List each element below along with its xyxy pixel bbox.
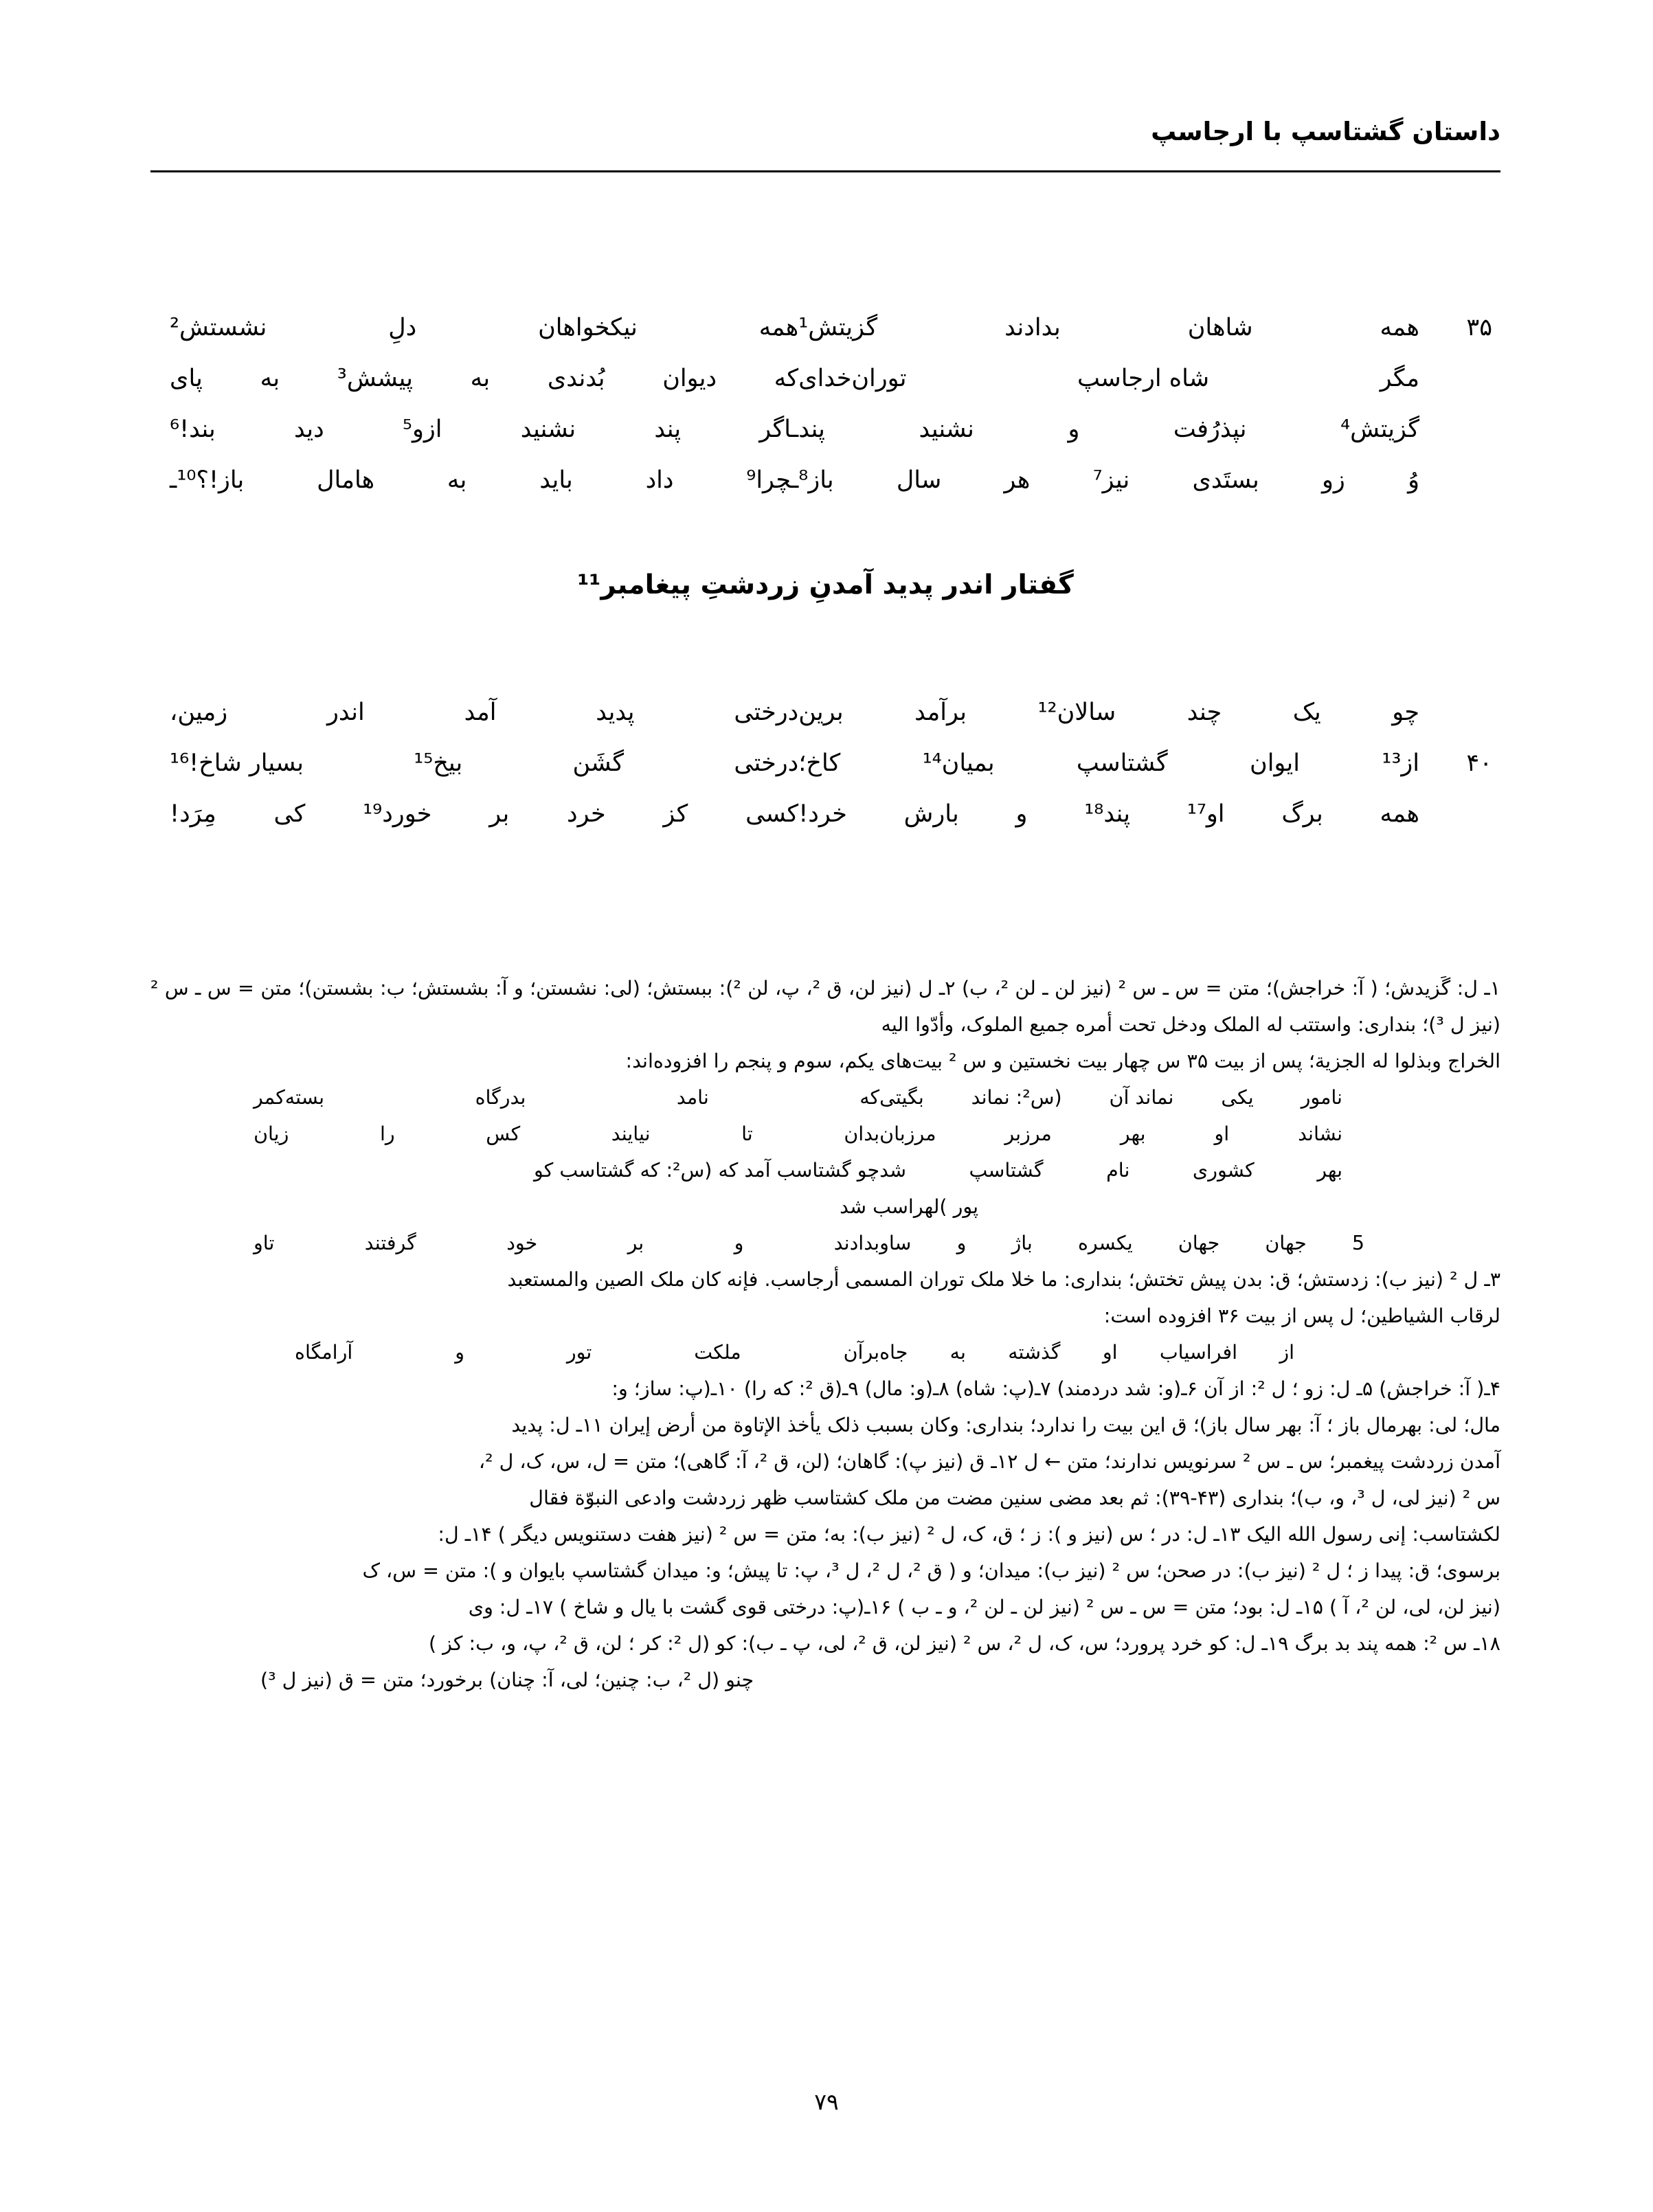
verse-word: باز!؟¹⁰ـ (170, 466, 245, 494)
verse-word: گذشته (1008, 1341, 1061, 1364)
verse-word: جهان (1265, 1232, 1307, 1254)
apparatus-note-4: ۴ـ( آ: خراجش) ۵ـ ل: زو ؛ ل ²: از آن ۶ـ(و: شد دردمند) ۷ـ(پ: شاه) ۸ـ(و: مال) ۹ـ(ق ²: که را) ۱۰ـ(پ: ساز؛ و: (611, 1377, 1500, 1400)
verse-word: بگیتی (879, 1086, 924, 1109)
verse-word: نشنید (520, 416, 576, 443)
apparatus-note-5: مال؛ لی: بهرمال باز ؛ آ: بهر سال باز)؛ ق این بیت را ندارد؛ بنداری: وکان بسبب ذلک یأخذ الإتاوة من أرض إیران ۱۱ـ ل: پدید (511, 1414, 1500, 1436)
inset-hemistich-right (879, 1079, 1500, 1116)
inset-hemistich-left (150, 1152, 879, 1188)
verse-word: برگ (1281, 800, 1323, 828)
verse-word: نشاند (1298, 1122, 1342, 1145)
apparatus-note-11: ۱۸ـ س ²: همه پند بد برگ ۱۹ـ ل: کو خرد پرورد؛ س، ک، ل ²، س ² (نیز لن، ق ²، لی، پ ـ ب): کو (ل ²: کر ؛ لن، ق ²، پ، و، ب: کز ) (429, 1632, 1500, 1655)
verse-word: وُ (1408, 466, 1419, 494)
apparatus-note-3b: لرقاب الشیاطین؛ ل پس از بیت ۳۶ افزوده است: (1103, 1305, 1500, 1327)
verse-word: مرزبان (879, 1122, 936, 1145)
verse-word: نیایند (611, 1122, 651, 1145)
hemistich-left (150, 789, 798, 839)
hemistich-right (798, 404, 1500, 455)
inset-verse-continuation (150, 1188, 1500, 1225)
running-header-title: داستان گشتاسپ با ارجاسپ (1151, 117, 1500, 146)
verse-word: بمیان¹⁴ (922, 749, 995, 777)
verse-word: گشتاسپ (1076, 749, 1168, 777)
verse-word: هامال (317, 466, 375, 494)
verse-word: و (956, 1232, 967, 1254)
verse-word: پای (170, 365, 203, 392)
verse-word: چو گشتاسب آمد که (س²: که گشتاسب کو (533, 1159, 880, 1182)
inset-verse-line (150, 1079, 1500, 1116)
verse-word: تاو (254, 1232, 275, 1254)
apparatus-note-1a: ۱ـ ل: گَزیدش؛ ( آ: خراجش)؛ متن = س ـ س ² (نیز لن ـ لن ²، ب) ۲ـ ل (نیز لن، ق ²، پ، لن ²): ببستش؛ (لی: نشستن؛ و آ: بشستش؛ ب: بشستن)؛ متن = س ـ س ² (نیز ل ³)؛ بنداری: واستتب له الملک ودخل تحت أمره جمیع الملوک، وأدّوا الیه (150, 977, 1500, 1036)
verse-word: یک (1292, 699, 1321, 726)
verse-word: بُدندی (547, 365, 605, 392)
verse-word: برآن (843, 1341, 880, 1364)
verse-word: گشَن (572, 749, 625, 777)
verse-word: او¹⁷ (1187, 800, 1225, 828)
verse-word: نام (1106, 1159, 1130, 1182)
verse-word: بر (489, 800, 510, 828)
apparatus-note-1b: الخراج وبذلوا له الجزیة؛ پس از بیت ۳۵ س چهار بیت نخستین و س ² بیت‌های یکم، سوم و پنجم را افزوده‌اند: (625, 1050, 1500, 1072)
verse-word: کز (663, 800, 688, 828)
verse-word: افراسیاب (1159, 1341, 1237, 1364)
verse-word: زیان (254, 1122, 289, 1145)
verse-word: بر (627, 1232, 644, 1254)
verse-word: از (1279, 1341, 1294, 1364)
verse-word: نیکخواهان (538, 314, 638, 341)
hemistich-left (150, 455, 798, 506)
verse-word: شاهان (1187, 314, 1253, 341)
verse-word: کسی (745, 800, 799, 828)
folio-number-text: ۷۹ (814, 2088, 839, 2115)
verse-word: برآمد (914, 699, 967, 726)
verse-word: گشتاسپ (969, 1159, 1044, 1182)
hemistich-left (150, 738, 798, 789)
verse-word: و (1068, 416, 1080, 443)
verse-word: به (470, 365, 491, 392)
verse-word: گرفتند (364, 1232, 416, 1254)
folio-number (0, 2088, 1653, 2115)
apparatus-note-8: لکشتاسب: إنی رسول الله الیک ۱۳ـ ل: در ؛ س (نیز و ): ز ؛ ق، ک، ل ² (نیز ب): به؛ متن = س ² (نیز هفت دستنویس دیگر ) ۱۴ـ ل: (438, 1523, 1500, 1546)
verse-word: باید (539, 466, 573, 494)
section-heading (150, 569, 1500, 602)
verse-line (150, 789, 1500, 839)
inset-verse-block (150, 1079, 1500, 1261)
apparatus-note-12: چنو (ل ²، ب: چنین؛ لی، آ: چنان) برخورد؛ متن = ق (نیز ل ³) (260, 1669, 754, 1691)
verse-word: بستَدی (1192, 466, 1259, 494)
verse-word: بند!⁶ (170, 416, 216, 443)
verse-block-bottom (150, 687, 1500, 839)
section-heading-text: گفتار اندر پدید آمدنِ زردشتِ پیغامبر¹¹ (577, 569, 1074, 600)
verse-word: دید (294, 416, 324, 443)
apparatus-note-10: (نیز لن، لی، لن ²، آ ) ۱۵ـ ل: بود؛ متن = س ـ س ² (نیز لن ـ لن ²، و ـ ب ) ۱۶ـ(پ: درختی قوی گشت با یال و شاخ ) ۱۷ـ ل: وی (468, 1596, 1500, 1618)
critical-apparatus (150, 970, 1500, 1698)
verse-block-top (150, 302, 1500, 506)
verse-word: پند¹⁸ (1084, 800, 1130, 828)
inset-hemistich-left (150, 1079, 879, 1116)
verse-word: بدادند (1004, 314, 1061, 341)
verse-word: (س²: نماند (971, 1086, 1062, 1109)
verse-word: کاخ؛ (798, 749, 841, 777)
verse-word: ایوان (1250, 749, 1300, 777)
verse-word: بسته‌کمر (254, 1086, 325, 1109)
hemistich-right (798, 302, 1500, 353)
verse-word: آرامگاه (295, 1341, 353, 1364)
inset-verse-line-numbered (150, 1225, 1500, 1261)
verse-word: اندر (327, 699, 365, 726)
inset-verse-line (150, 1116, 1500, 1152)
hemistich-right (798, 687, 1500, 738)
inset-single-verse (150, 1334, 1500, 1370)
verse-word: پند (798, 416, 825, 443)
verse-word: نشنید (919, 416, 974, 443)
verse-word: برین (798, 699, 844, 726)
verse-word: بارش (903, 800, 959, 828)
verse-word: جهان (1178, 1232, 1220, 1254)
inset-hemistich-right (879, 1225, 1500, 1261)
verse-word: همه (1380, 314, 1419, 341)
apparatus-note-7: س ² (نیز لی، ل ³، و، ب)؛ بنداری (۴۳-۳۹): ثم بعد مضی سنین مضت من ملک کشتاسب ظهر زردشت وادعی النبوّة فقال (529, 1487, 1500, 1509)
verse-word: همه (758, 314, 799, 341)
hemistich-right (798, 455, 1500, 506)
verse-line (150, 302, 1500, 353)
inset-hemistich-left (150, 1225, 879, 1261)
verse-word: زمین، (170, 699, 228, 726)
verse-word: و (734, 1232, 744, 1254)
verse-word: مگر (1380, 365, 1419, 392)
verse-word: چند (1187, 699, 1222, 726)
verse-line (150, 738, 1500, 789)
header-rule (150, 170, 1500, 172)
verse-word: پور )لهراسب شد (840, 1195, 978, 1218)
verse-word: به (447, 466, 467, 494)
running-header (153, 117, 1500, 147)
verse-line (150, 455, 1500, 506)
verse-word: سالان¹² (1037, 699, 1116, 726)
verse-line (150, 353, 1500, 404)
verse-word: دلِ (388, 314, 417, 341)
verse-word: کی (273, 800, 306, 828)
inset-hemistich-right (879, 1334, 1500, 1370)
apparatus-note-9: برسوی؛ ق: پیدا ز ؛ ل ² (نیز ب): در صحن؛ س ² (نیز ب): میدان؛ و ( ق ²، ل ²، ل ³، پ: تا پیش؛ و: میدان گشتاسپ بایوان و ): متن = س، ک (362, 1559, 1500, 1582)
verse-word: ازو⁵ (402, 416, 442, 443)
verse-word: بیخ¹⁵ (414, 749, 463, 777)
verse-word: باژ (1011, 1232, 1033, 1254)
verse-word: درختی (734, 749, 799, 777)
inset-hemistich-right (879, 1116, 1500, 1152)
hemistich-left (150, 687, 798, 738)
verse-line (150, 687, 1500, 738)
hemistich-left (150, 302, 798, 353)
apparatus-note-3a: ۳ـ ل ² (نیز ب): زدستش؛ ق: بدن پیش تختش؛ بنداری: ما خلا ملک توران المسمی أرجاسب. فإنه کان ملک الصین والمستعبد (507, 1268, 1500, 1291)
verse-word: بسیار شاخ!¹⁶ (170, 749, 304, 777)
verse-word: باز⁸ (798, 466, 834, 494)
verse-word: سال (896, 466, 942, 494)
inset-bayt-number: 5 (1351, 1232, 1364, 1254)
verse-word: داد (645, 466, 674, 494)
verse-word: تور (566, 1341, 592, 1364)
verse-word: جاه (879, 1341, 908, 1364)
verse-word: نامد (676, 1086, 709, 1109)
verse-word: زو (1322, 466, 1345, 494)
verse-word: پیشش³ (337, 365, 413, 392)
verse-word: گزیتش¹ (798, 314, 878, 341)
bayt-number: ۳۵ (1466, 314, 1492, 341)
verse-word: شاه ارجاسپ (1077, 365, 1210, 392)
verse-word: آمد (464, 699, 497, 726)
verse-word: را (379, 1122, 395, 1145)
verse-word: بدرگاه (475, 1086, 526, 1109)
verse-word: چو (1392, 699, 1419, 726)
verse-word: نماند آن (1109, 1086, 1174, 1109)
verse-word: خرد! (798, 800, 847, 828)
verse-word: پند (654, 416, 682, 443)
verse-word: و (1015, 800, 1028, 828)
verse-word: یکی (1221, 1086, 1254, 1109)
verse-word: مِرَد! (170, 800, 216, 828)
verse-word: همه (1380, 800, 1419, 828)
apparatus-note-6: آمدن زردشت پیغمبر؛ س ـ س ² سرنویس ندارند؛ متن ← ل ۱۲ـ ق (نیز پ): گاهان؛ (لن، ق ²، آ: گاهی)؛ متن = ل، س، ک، ل ²، (478, 1450, 1500, 1473)
verse-word: بدادند (833, 1232, 880, 1254)
inset-hemistich-left (150, 1116, 879, 1152)
verse-word: بدان (844, 1122, 880, 1145)
verse-word: پدید (596, 699, 635, 726)
hemistich-right (798, 353, 1500, 404)
inset-hemistich-right (879, 1152, 1500, 1188)
verse-word: که (859, 1086, 880, 1109)
verse-word: خورد¹⁹ (363, 800, 432, 828)
verse-word: ـاگر (759, 416, 799, 443)
verse-word: دیوان (662, 365, 717, 392)
verse-word: ملکت (694, 1341, 741, 1364)
hemistich-right (798, 789, 1500, 839)
verse-word: نپذرُفت (1173, 416, 1247, 443)
verse-word: مرزبر (1004, 1122, 1052, 1145)
verse-word: شد (879, 1159, 906, 1182)
inset-hemistich-left (150, 1334, 879, 1370)
verse-word: هر (1004, 466, 1031, 494)
verse-word: درختی (734, 699, 799, 726)
verse-word: و (455, 1341, 464, 1364)
verse-word: تا (741, 1122, 753, 1145)
verse-line (150, 404, 1500, 455)
hemistich-left (150, 404, 798, 455)
hemistich-left (150, 353, 798, 404)
verse-word: یکسره (1077, 1232, 1133, 1254)
bayt-number: ۴۰ (1466, 749, 1492, 777)
verse-word: گزیتش⁴ (1340, 416, 1419, 443)
verse-word: بهر (1317, 1159, 1342, 1182)
verse-word: نامور (1301, 1086, 1342, 1109)
verse-word: نیز⁷ (1092, 466, 1130, 494)
hemistich-right (798, 738, 1500, 789)
verse-word: خود (506, 1232, 538, 1254)
verse-word: از¹³ (1382, 749, 1419, 777)
verse-word: توران‌خدای (798, 365, 907, 392)
verse-word: به (260, 365, 280, 392)
verse-word: ساو (879, 1232, 912, 1254)
verse-word: کشوری (1192, 1159, 1255, 1182)
verse-word: به (949, 1341, 966, 1364)
inset-verse-line (150, 1152, 1500, 1188)
verse-word: که (774, 365, 799, 392)
verse-word: نشستش² (170, 314, 267, 341)
verse-word: بهر (1120, 1122, 1146, 1145)
verse-word: کس (486, 1122, 521, 1145)
verse-word: خرد (567, 800, 606, 828)
verse-word: او (1214, 1122, 1230, 1145)
verse-word: او (1102, 1341, 1118, 1364)
verse-word: ـچرا⁹ (746, 466, 799, 494)
